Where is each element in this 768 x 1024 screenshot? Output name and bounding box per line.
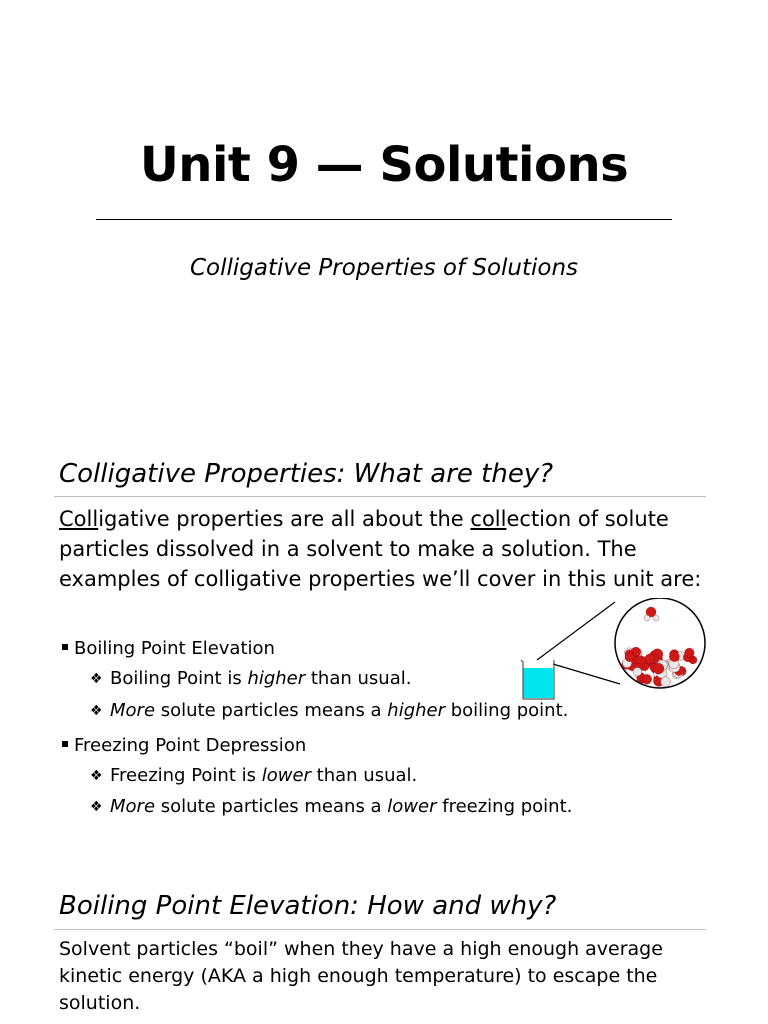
molecule-atom bbox=[625, 652, 634, 661]
subbullet-boiling-2 bbox=[90, 698, 568, 724]
subbullet-boiling-1 bbox=[90, 666, 411, 692]
underlined-coll-2: coll bbox=[470, 507, 507, 531]
diamond-bullet-icon: ❖ bbox=[90, 671, 103, 687]
molecule-atom bbox=[661, 677, 671, 687]
diamond-bullet-icon: ❖ bbox=[90, 799, 103, 815]
subbullet-text: Freezing Point is bbox=[110, 765, 262, 786]
subbullet-text: freezing point. bbox=[436, 796, 573, 817]
square-bullet-icon bbox=[62, 644, 68, 650]
underlined-coll: Coll bbox=[59, 507, 99, 531]
molecule-atom bbox=[633, 667, 642, 676]
molecule-atom bbox=[685, 648, 695, 658]
diamond-bullet-icon: ❖ bbox=[90, 768, 103, 784]
subbullet-emphasis: More bbox=[110, 796, 156, 817]
molecule-atom bbox=[644, 615, 650, 621]
page-subtitle: Colligative Properties of Solutions bbox=[189, 255, 579, 281]
bullet-label: Boiling Point Elevation bbox=[74, 638, 275, 659]
beaker-magnifier-molecules-icon bbox=[515, 598, 715, 708]
diamond-bullet-icon: ❖ bbox=[90, 703, 103, 719]
subbullet-emphasis: higher bbox=[247, 668, 306, 689]
subbullet-text: than usual. bbox=[305, 668, 412, 689]
page-title: Unit 9 — Solutions bbox=[139, 137, 629, 193]
molecule-atom bbox=[642, 674, 652, 684]
molecule-atom bbox=[653, 663, 664, 674]
intro-text-2: ection of solute particles dissolved in a solvent to make a solution. The examples of colligative properties we’ll cover in this unit are: bbox=[59, 507, 702, 591]
section-divider bbox=[54, 496, 706, 497]
molecule-atom bbox=[669, 652, 679, 662]
subbullet-text: Boiling Point is bbox=[110, 668, 248, 689]
section-heading-colligative: Colligative Properties: What are they? bbox=[59, 459, 553, 489]
subbullet-emphasis: lower bbox=[261, 765, 311, 786]
subbullet-text: than usual. bbox=[310, 765, 418, 786]
molecule-atom bbox=[653, 615, 659, 621]
intro-text-1: igative properties are all about the bbox=[98, 507, 471, 531]
square-bullet-icon bbox=[62, 741, 68, 747]
intro-paragraph bbox=[59, 504, 709, 594]
bullet-freezing-point-depression bbox=[60, 733, 306, 759]
molecule-atom bbox=[645, 654, 655, 664]
subbullet-emphasis: lower bbox=[387, 796, 437, 817]
subbullet-freezing-1 bbox=[90, 763, 417, 789]
beaker-liquid bbox=[523, 668, 553, 698]
boiling-explanation-paragraph: Solvent particles “boil” when they have a high enough average kinetic energy (AKA a high enough temperature) to escape the solution. bbox=[59, 938, 663, 1014]
section-divider bbox=[54, 929, 706, 930]
subbullet-text: solute particles means a bbox=[155, 796, 388, 817]
subbullet-text: solute particles means a bbox=[155, 700, 388, 721]
bullet-boiling-point-elevation bbox=[60, 636, 275, 662]
subbullet-emphasis: higher bbox=[387, 700, 446, 721]
subbullet-emphasis: More bbox=[110, 700, 156, 721]
section-heading-boiling: Boiling Point Elevation: How and why? bbox=[59, 891, 557, 921]
bullet-label: Freezing Point Depression bbox=[74, 735, 307, 756]
title-divider bbox=[96, 219, 672, 220]
subbullet-text: boiling point. bbox=[445, 700, 569, 721]
subbullet-freezing-2 bbox=[90, 794, 572, 820]
